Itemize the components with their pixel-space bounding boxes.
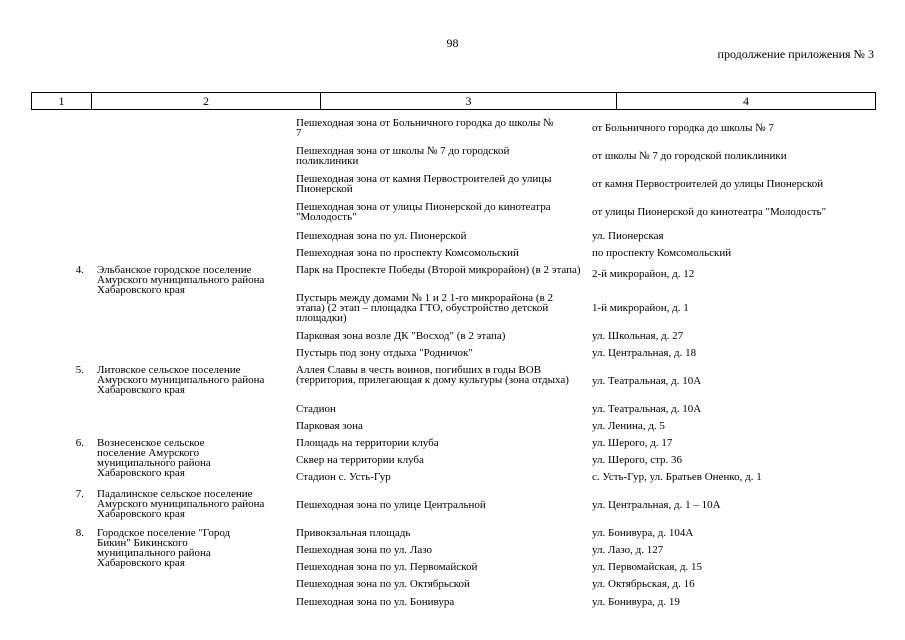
table-row-place: Пешеходная зона от школы № 7 до городской поликлиники — [296, 145, 510, 167]
table-row-address: от Больничного городка до школы № 7 — [592, 122, 774, 134]
table-row-address: ул. Октябрьская, д. 16 — [592, 578, 695, 590]
table-row-place: Пустырь под зону отдыха "Родничок" — [296, 347, 473, 359]
table-row-address: ул. Центральная, д. 1 – 10А — [592, 499, 721, 511]
table-row-place: Пустырь между домами № 1 и 2 1-го микрорайона (в 2 этапа) (2 этап – площадка ГТО, обустройство детской площадки) — [296, 292, 553, 324]
table-row-address: ул. Театральная, д. 10А — [592, 403, 702, 415]
table-row-place: Пешеходная зона по улице Центральной — [296, 499, 486, 511]
table-row-place: Стадион с. Усть-Гур — [296, 471, 391, 483]
header-col-4: 4 — [743, 94, 749, 108]
municipality-number: 6. — [75, 437, 84, 449]
municipality-name: Падалинское сельское поселение Амурского муниципального района Хабаровского края — [97, 488, 265, 520]
table-row-address: ул. Лазо, д. 127 — [592, 544, 664, 556]
table-row-address: ул. Центральная, д. 18 — [592, 347, 697, 359]
table-row-address: от улицы Пионерской до кинотеатра "Молодость" — [592, 206, 827, 218]
table-row-place: Сквер на территории клуба — [296, 454, 424, 466]
table-row-address: 2-й микрорайон, д. 12 — [592, 268, 695, 280]
table-row-address: ул. Шерого, стр. 36 — [592, 454, 683, 466]
municipality-number: 8. — [75, 527, 84, 539]
table-row-address: ул. Пионерская — [592, 230, 664, 242]
table-row-address: по проспекту Комсомольский — [592, 247, 732, 259]
table-row-address: ул. Первомайская, д. 15 — [592, 561, 702, 573]
table-row-place: Пешеходная зона по ул. Лазо — [296, 544, 433, 556]
table-row-address: ул. Школьная, д. 27 — [592, 330, 684, 342]
table-row-place: Площадь на территории клуба — [296, 437, 439, 449]
municipality-number: 5. — [75, 364, 84, 376]
table-row-place: Пешеходная зона по ул. Бонивура — [296, 596, 455, 608]
municipality-number: 4. — [75, 264, 84, 276]
table-row-address: от камня Первостроителей до улицы Пионерской — [592, 178, 824, 190]
table-row-place: Пешеходная зона от улицы Пионерской до кинотеатра "Молодость" — [296, 201, 551, 223]
header-col-1: 1 — [32, 93, 92, 109]
table-row-place: Парковая зона возле ДК "Восход" (в 2 этапа) — [296, 330, 506, 342]
table-row-address: ул. Ленина, д. 5 — [592, 420, 665, 432]
table-row-address: с. Усть-Гур, ул. Братьев Оненко, д. 1 — [592, 471, 762, 483]
table-row-place: Аллея Славы в честь воинов, погибших в годы ВОВ (территория, прилегающая к дому культуры (зона отдыха) — [296, 364, 569, 386]
table-row-place: Пешеходная зона по ул. Первомайской — [296, 561, 478, 573]
table-row-place: Парк на Проспекте Победы (Второй микрорайон) (в 2 этапа) — [296, 264, 581, 276]
table-row-place: Привокзальная площадь — [296, 527, 411, 539]
header-col-3: 3 — [321, 93, 617, 109]
continuation-label: продолжение приложения № 3 — [717, 47, 874, 61]
table-row-place: Пешеходная зона по ул. Пионерской — [296, 230, 467, 242]
table-row-address: ул. Театральная, д. 10А — [592, 375, 702, 387]
table-row-address: ул. Бонивура, д. 19 — [592, 596, 680, 608]
municipality-name: Эльбанское городское поселение Амурского муниципального района Хабаровского края — [97, 264, 265, 296]
table-row-address: ул. Шерого, д. 17 — [592, 437, 673, 449]
table-row-address: 1-й микрорайон, д. 1 — [592, 302, 689, 314]
table-row-place: Пешеходная зона по проспекту Комсомольский — [296, 247, 519, 259]
table-row-place: Пешеходная зона от Больничного городка до школы № 7 — [296, 117, 554, 139]
municipality-name: Городское поселение "Город Бикин" Бикинского муниципального района Хабаровского края — [97, 527, 231, 569]
table-row-place: Пешеходная зона от камня Первостроителей до улицы Пионерской — [296, 173, 552, 195]
page-number: 98 — [446, 36, 459, 50]
municipality-name: Вознесенское сельское поселение Амурского муниципального района Хабаровского края — [97, 437, 211, 479]
table-row-place: Стадион — [296, 403, 336, 415]
header-col-2: 2 — [92, 93, 321, 109]
table-row-place: Парковая зона — [296, 420, 363, 432]
municipality-number: 7. — [75, 488, 84, 500]
table-row-address: от школы № 7 до городской поликлиники — [592, 150, 787, 162]
table-header — [31, 92, 876, 110]
municipality-name: Литовское сельское поселение Амурского муниципального района Хабаровского края — [97, 364, 265, 396]
table-row-address: ул. Бонивура, д. 104А — [592, 527, 694, 539]
table-row-place: Пешеходная зона по ул. Октябрьской — [296, 578, 470, 590]
